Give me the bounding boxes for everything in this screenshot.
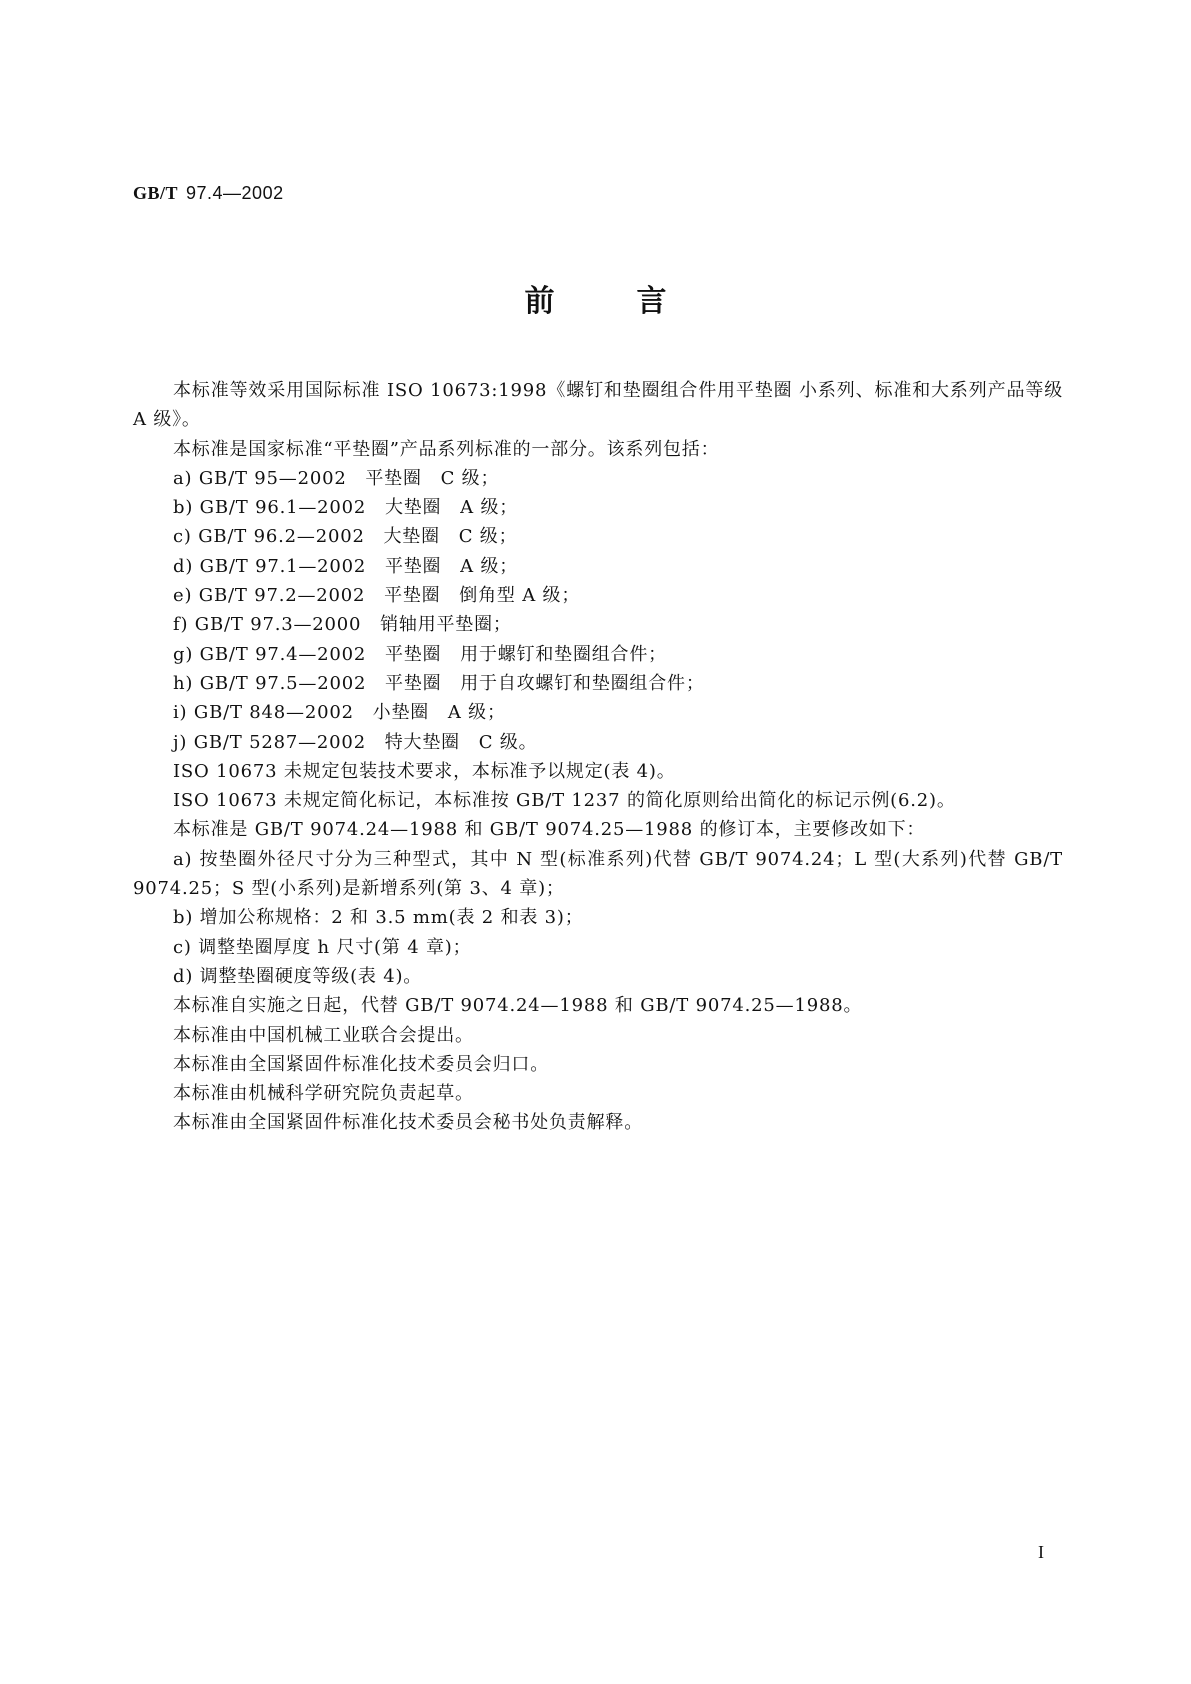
note-paragraph: ISO 10673 未规定包装技术要求，本标准予以规定(表 4)。 <box>173 760 676 782</box>
closing-paragraph: 本标准由全国紧固件标准化技术委员会归口。 <box>173 1053 549 1075</box>
standard-number: 97.4—2002 <box>186 183 284 203</box>
modification-item: b) 增加公称规格：2 和 3.5 mm(表 2 和表 3)； <box>173 907 584 929</box>
page-title: 前言 <box>524 284 749 319</box>
intro-paragraph: 本标准是国家标准“平垫圈”产品系列标准的一部分。该系列包括： <box>173 438 720 460</box>
modification-item: c) 调整垫圈厚度 h 尺寸(第 4 章)； <box>173 936 472 958</box>
series-list-item: j) GB/T 5287—2002 特大垫圈 C 级。 <box>173 731 538 753</box>
series-list-item: d) GB/T 97.1—2002 平垫圈 A 级； <box>173 555 519 577</box>
series-list-item: a) GB/T 95—2002 平垫圈 C 级； <box>173 467 500 489</box>
series-list-item: f) GB/T 97.3—2000 销轴用平垫圈； <box>173 614 512 636</box>
standard-code: GB/T <box>133 183 179 203</box>
series-list-item: b) GB/T 96.1—2002 大垫圈 A 级； <box>173 497 519 519</box>
note-paragraph: 本标准是 GB/T 9074.24—1988 和 GB/T 9074.25—1988 的修订本，主要修改如下： <box>173 819 926 841</box>
closing-paragraph: 本标准自实施之日起，代替 GB/T 9074.24—1988 和 GB/T 9074.25—1988。 <box>173 995 863 1017</box>
closing-paragraph: 本标准由全国紧固件标准化技术委员会秘书处负责解释。 <box>173 1112 643 1134</box>
foreword-body <box>133 376 1063 1138</box>
note-paragraph: ISO 10673 未规定简化标记，本标准按 GB/T 1237 的简化原则给出简化的标记示例(6.2)。 <box>173 790 956 812</box>
series-list-item: c) GB/T 96.2—2002 大垫圈 C 级； <box>173 526 518 548</box>
series-list-item: g) GB/T 97.4—2002 平垫圈 用于螺钉和垫圈组合件； <box>173 643 667 665</box>
series-list-item: e) GB/T 97.2—2002 平垫圈 倒角型 A 级； <box>173 585 581 607</box>
intro-paragraph: 本标准等效采用国际标准 ISO 10673:1998《螺钉和垫圈组合件用平垫圈 小系列、标准和大系列产品等级 A 级》。 <box>133 380 1063 431</box>
document-header <box>133 183 284 204</box>
closing-paragraph: 本标准由机械科学研究院负责起草。 <box>173 1083 474 1105</box>
page-number: I <box>1038 1542 1044 1562</box>
series-list-item: h) GB/T 97.5—2002 平垫圈 用于自攻螺钉和垫圈组合件； <box>173 672 705 694</box>
modification-item: a) 按垫圈外径尺寸分为三种型式，其中 N 型(标准系列)代替 GB/T 9074.24；L 型(大系列)代替 GB/T 9074.25；S 型(小系列)是新增系列(第 3、4 章)； <box>133 848 1063 900</box>
closing-paragraph: 本标准由中国机械工业联合会提出。 <box>173 1024 474 1046</box>
modification-item: d) 调整垫圈硬度等级(表 4)。 <box>173 965 423 987</box>
series-list-item: i) GB/T 848—2002 小垫圈 A 级； <box>173 702 506 724</box>
